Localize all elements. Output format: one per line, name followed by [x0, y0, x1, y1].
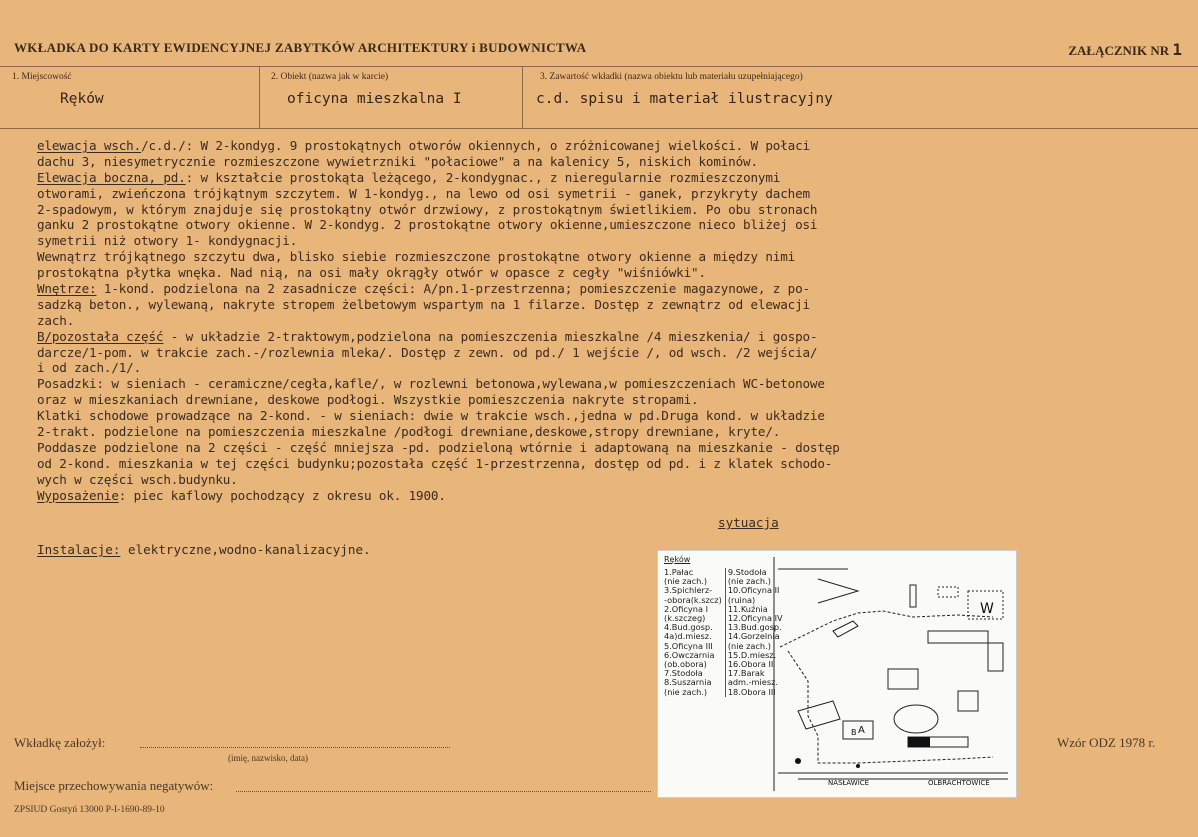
section-heading: B/pozostała część: [37, 328, 164, 344]
legend-entry: 5.Oficyna III: [664, 642, 725, 651]
plan-boundary-south: [788, 651, 993, 763]
description-line-text: zach.: [37, 312, 75, 328]
description-line: [37, 472, 1177, 488]
map-legend-title: Ręków: [664, 555, 691, 564]
description-line: [37, 154, 1177, 170]
road-label-1: NASŁAWICE: [828, 779, 870, 787]
description-line-text: - w układzie 2-traktowym,podzielona na pomieszczenia mieszkalne /4 mieszkenia/ i gospo-: [163, 328, 818, 344]
site-plan-image: [658, 551, 1016, 797]
description-line-text: symetrii niż otwory 1- kondygnacji.: [37, 233, 298, 249]
description-line-text: 2-spadowym, w którym znajduje się prostokątny otwór drzwiowy, z prostokątnym świetlikiem. Po obu stronach: [37, 201, 818, 217]
description-line: [37, 170, 1177, 186]
description-line: [37, 138, 1177, 154]
description-line-text: otworami, zwieńczona trójkątnym szczytem. W 1-kondyg., na lewo od osi symetrii - ganek, przykryty dachem: [37, 185, 810, 201]
building-16: [798, 701, 840, 729]
site-plan-drawing: [658, 551, 1016, 797]
legend-entry: -obora(k.szcz): [664, 596, 725, 605]
building-6: [988, 643, 1003, 671]
annex-number: 1: [1172, 40, 1182, 59]
field-content-value: c.d. spisu i materiał ilustracyjny: [536, 91, 833, 107]
description-line: [37, 281, 1177, 297]
description-line-text: od 2-kond. mieszkania w tej części budynku;pozostała część 1-przestrzenna, dostęp od pd. i z klatek schodo-: [37, 455, 833, 471]
description-line: [37, 456, 1177, 472]
legend-entry: 7.Stodoła: [664, 669, 725, 678]
description-line: [37, 297, 1177, 313]
description-line-text: sadzką beton., wylewaną, nakryte stropem żelbetowym wspartym na 1 filarze. Dostęp z zewnątrz od elewacji: [37, 296, 810, 312]
legend-entry: 6.Owczarnia: [664, 651, 725, 660]
legend-entry: (nie zach.): [664, 577, 725, 586]
legend-entry: 8.Suszarnia: [664, 678, 725, 687]
section-heading: Wnętrze:: [37, 281, 97, 297]
field-object: [259, 66, 523, 128]
installations-line: [37, 542, 371, 557]
legend-entry: 17.Barak: [727, 668, 765, 679]
description-line-text: prostokątna płytka wnęka. Nad nią, na osi mały okrągły otwór w opasce z cegły "wiśniówki".: [37, 265, 706, 281]
description-line-text: Klatki schodowe prowadzące na 2-kond. - w sieniach: dwie w trakcie wsch.,jedna w pd.Druga kond. w układzie: [37, 408, 825, 424]
description-line-text: dachu 3, niesymetrycznie rozmieszczone wywietrzniki "połaciowe" a na kalenicy 5, niskich kominów.: [37, 153, 758, 169]
plan-boundary-north: [780, 611, 993, 647]
description-line: [37, 265, 1177, 281]
situation-label: sytuacja: [718, 515, 779, 530]
created-by-line: [140, 747, 450, 748]
legend-entry: 14.Gorzelnia: [727, 631, 780, 642]
description-line-text: ganku 2 prostokątne otwory okienne. W 2-kondyg. 2 prostokątne otwory okienne,umieszczone nieco bliżej osi: [37, 217, 818, 233]
section-heading: elewacja wsch.: [37, 138, 142, 153]
description-line-text: Poddasze podzielone na 2 części - część mniejsza -pd. podzieloną wtórnie i adaptowaną na mieszkanie - dostęp: [37, 439, 840, 455]
legend-entry: (k.szczeg): [664, 614, 725, 623]
building-7: [928, 631, 988, 643]
annex-label-text: ZAŁĄCZNIK NR: [1068, 43, 1170, 58]
legend-entry: adm.-miesz.: [727, 677, 779, 688]
building-15: [958, 691, 978, 711]
description-line: [37, 440, 1177, 456]
description-line-text: /c.d./: W 2-kondyg. 9 prostokątnych otworów okiennych, o zróżnicowanej wielkości. W połaci: [141, 138, 810, 153]
description-line-text: 2-trakt. podzielone na pomieszczenia mieszkalne /podłogi drewniane,deskowe,stropy drewniane, kryte/.: [37, 424, 781, 440]
description-line: [37, 313, 1177, 329]
storage-label: Miejsce przechowywania negatywów:: [14, 778, 214, 793]
legend-entry: 11.Kuźnia: [727, 603, 768, 614]
section-heading: Wyposażenie: [37, 487, 119, 503]
legend-entry: 4a)d.miesz.: [664, 632, 725, 641]
form-fields: [0, 66, 1198, 129]
field-locality-value: Ręków: [60, 91, 104, 107]
highlighted-building-marker: [908, 737, 930, 747]
description-line: [37, 376, 1177, 392]
description-line-text: : piec kaflowy pochodzący z okresu ok. 1900.: [118, 487, 446, 503]
created-by-label: Wkładkę założył:: [14, 735, 106, 750]
building-18: [833, 621, 858, 637]
description-line-text: oraz w mieszkaniach drewniane, deskowe podłogi. Wszystkie pomieszczenia nakryte stropami.: [37, 392, 699, 408]
legend-entry: 9.Stodoła: [727, 567, 767, 577]
field-locality-label: 1. Miejscowość: [12, 72, 72, 82]
legend-entry: 10.Oficyna II: [727, 585, 780, 596]
printer-imprint: ZPSIUD Gostyń 13000 P-I-1690-89-10: [14, 805, 165, 815]
map-point-2: [856, 764, 860, 768]
building-11: [888, 669, 918, 689]
description-line: [37, 360, 1177, 376]
legend-entry: (nie zach.): [727, 640, 771, 651]
field-object-label: 2. Obiekt (nazwa jak w karcie): [271, 72, 389, 82]
legend-entry: 18.Obora III: [727, 686, 776, 697]
description-line: [37, 488, 1177, 504]
created-by-hint: (imię, nazwisko, data): [228, 753, 308, 763]
description-line: [37, 424, 1177, 440]
legend-entry: 2.Oficyna I: [664, 605, 725, 614]
map-label-a: A: [858, 725, 865, 736]
building-1: [910, 585, 916, 607]
legend-entry: (ruina): [727, 594, 756, 605]
field-content: [522, 66, 1197, 128]
description-line: [37, 249, 1177, 265]
storage-line: [236, 791, 651, 792]
map-label-w: W: [980, 601, 994, 617]
legend-entry: (nie zach.): [727, 576, 771, 587]
legend-entry: 4.Bud.gosp.: [664, 623, 725, 632]
description-line-text: Wewnątrz trójkątnego szczytu dwa, blisko siebie rozmieszczone prostokątne otwory okienne a między nimi: [37, 249, 796, 265]
map-label-b: B: [851, 728, 857, 737]
road-label-2: OLBRACHTOWICE: [928, 779, 990, 787]
description-line-text: : w kształcie prostokąta leżącego, 2-kondygnac., z nieregularnie rozmieszczonymi: [185, 169, 781, 185]
description-line: [37, 202, 1177, 218]
form-title: WKŁADKA DO KARTY EWIDENCYJNEJ ZABYTKÓW ARCHITEKTURY i BUDOWNICTWA: [14, 40, 587, 55]
description-line: [37, 233, 1177, 249]
field-content-label: 3. Zawartość wkładki (nazwa obiektu lub materiału uzupełniającego): [540, 72, 803, 82]
legend-entry: (ob.obora): [664, 660, 725, 669]
description-line: [37, 186, 1177, 202]
legend-entry: 1.Pałac: [664, 568, 725, 577]
legend-entry: 13.Bud.gosp.: [727, 622, 782, 633]
annex-label: [1068, 40, 1182, 59]
description-text: [37, 138, 1177, 503]
legend-entry: 16.Obora II: [727, 659, 774, 670]
map-point-1: [795, 758, 801, 764]
form-code: Wzór ODZ 1978 r.: [1057, 735, 1156, 750]
pond: [894, 705, 938, 733]
description-line-text: 1-kond. podzielona na 2 zasadnicze części: A/pn.1-przestrzenna; pomieszczenie magazynowe, z po-: [96, 281, 810, 297]
description-line: [37, 408, 1177, 424]
description-line: [37, 345, 1177, 361]
description-line-text: wych w części wsch.budynku.: [37, 471, 238, 487]
description-line: [37, 392, 1177, 408]
installations-heading: Instalacje:: [37, 542, 121, 557]
description-line-text: i od zach./1/.: [37, 360, 142, 376]
legend-entry: 12.Oficyna IV: [727, 613, 783, 624]
north-arrow: [818, 579, 858, 603]
description-line: [37, 217, 1177, 233]
legend-entry: 15.D.miesz.: [727, 649, 777, 660]
form-header: [0, 0, 1198, 67]
field-locality: [0, 66, 260, 128]
legend-entry: (nie zach.): [664, 688, 725, 697]
description-line-text: Posadzki: w sieniach - ceramiczne/cegła,kafle/, w rozlewni betonowa,wylewana,w pomieszczeniach WC-betonowe: [37, 376, 825, 392]
description-line-text: darcze/1-pom. w trakcie zach.-/rozlewnia mleka/. Dostęp z zewn. od pd./ 1 wejście /, od wsch. /2 wejścia/: [37, 344, 818, 360]
description-line: [37, 329, 1177, 345]
legend-entry: 3.Spichlerz-: [664, 586, 725, 595]
field-object-value: oficyna mieszkalna I: [287, 91, 462, 107]
building-9: [938, 587, 958, 597]
installations-text: elektryczne,wodno-kanalizacyjne.: [120, 542, 371, 557]
section-heading: Elewacja boczna, pd.: [37, 169, 186, 185]
